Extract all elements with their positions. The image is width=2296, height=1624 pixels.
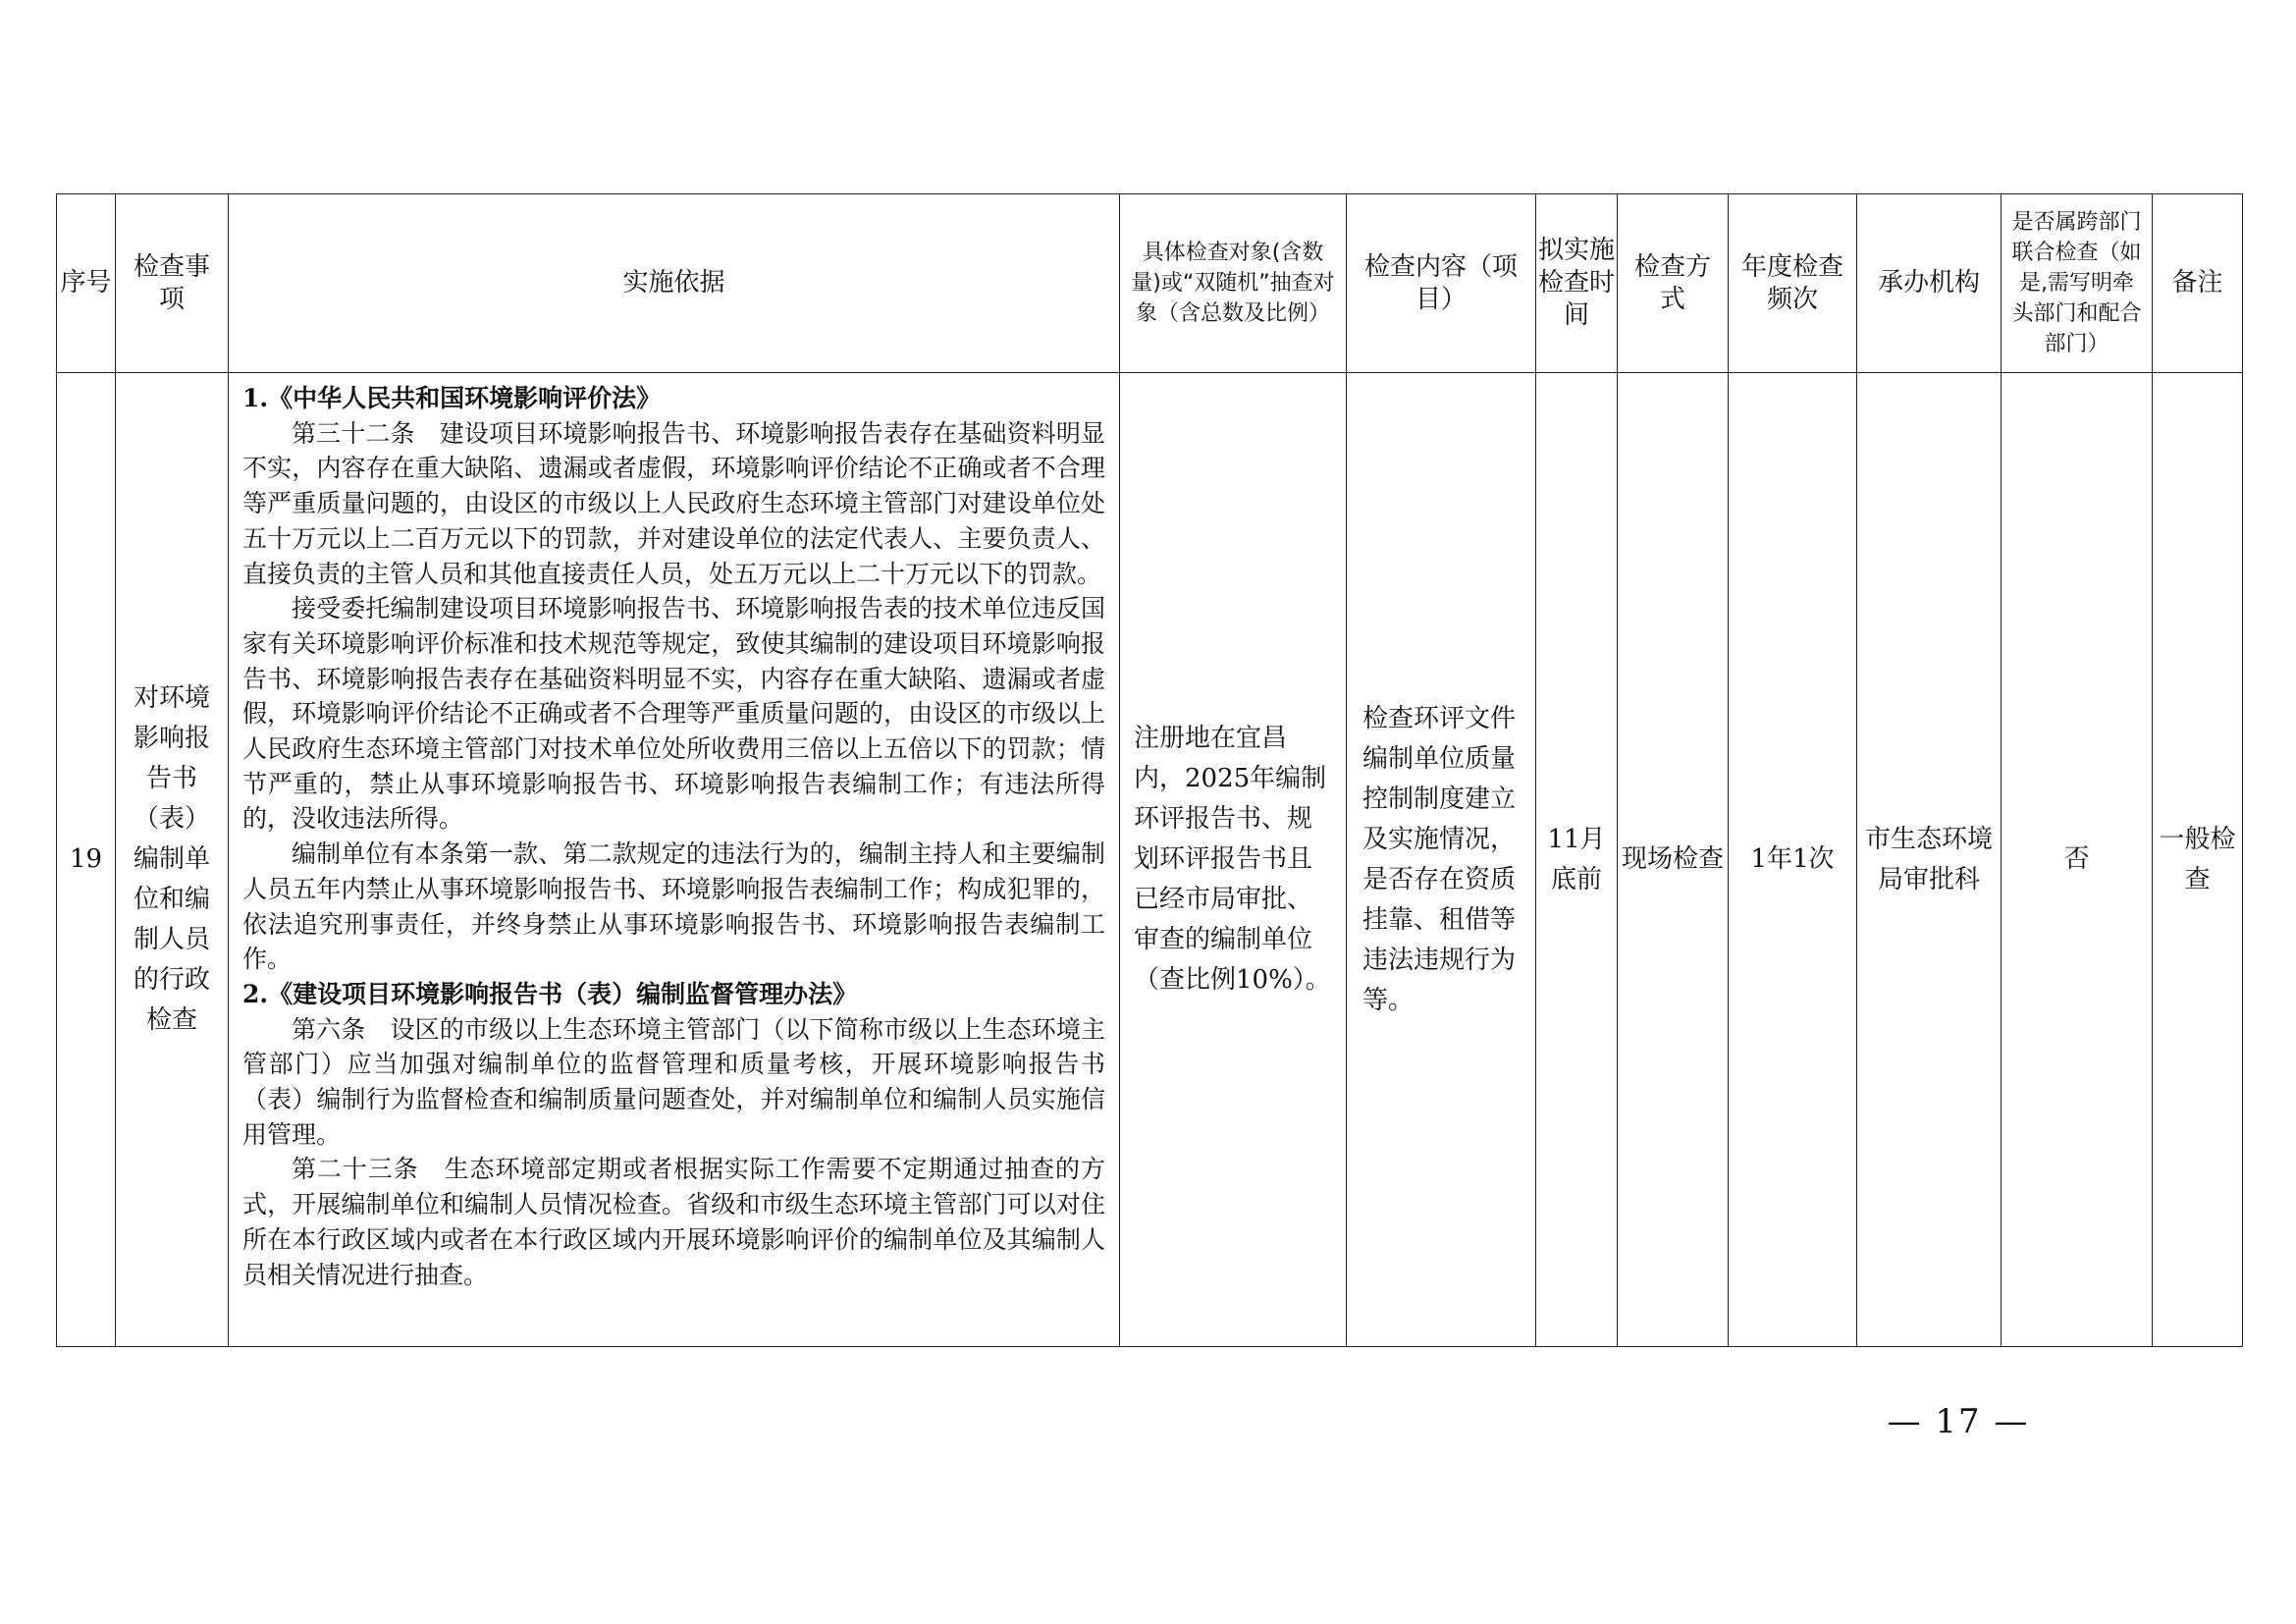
header-content: 检查内容（项目）: [1347, 194, 1536, 373]
cell-object: 注册地在宜昌内，2025年编制环评报告书、规划环评报告书且已经市局审批、审查的编制单位（查比例10%）。: [1120, 373, 1347, 1347]
header-remark: 备注: [2153, 194, 2243, 373]
header-object: 具体检查对象(含数量)或“双随机”抽查对象（含总数及比例）: [1120, 194, 1347, 373]
cell-basis: [229, 373, 1120, 1347]
basis-law-1: [242, 381, 1105, 977]
basis-law-title: 1.《中华人民共和国环境影响评价法》: [242, 384, 662, 412]
cell-cross-department: 否: [2002, 373, 2153, 1347]
basis-law-paragraph: 第三十二条 建设项目环境影响报告书、环境影响报告表存在基础资料明显不实，内容存在重大缺陷、遗漏或者虚假，环境影响评价结论不正确或者不合理等严重质量问题的，由设区的市级以上人民政府生态环境主管部门对建设单位处五十万元以上二百万元以下的罚款，并对建设单位的法定代表人、主要负责人、直接负责的主管人员和其他直接责任人员，处五万元以上二十万元以下的罚款。: [242, 418, 1105, 588]
cell-remark: 一般检查: [2153, 373, 2243, 1347]
header-basis: 实施依据: [229, 194, 1120, 373]
cell-time: 11月底前: [1536, 373, 1618, 1347]
cell-content: 检查环评文件编制单位质量控制制度建立及实施情况，是否存在资质挂靠、租借等违法违规行为等。: [1347, 373, 1536, 1347]
basis-law-paragraph: 接受委托编制建设项目环境影响报告书、环境影响报告表的技术单位违反国家有关环境影响评价标准和技术规范等规定，致使其编制的建设项目环境影响报告书、环境影响报告表存在基础资料明显不实，内容存在重大缺陷、遗漏或者虚假，环境影响评价结论不正确或者不合理等严重质量问题的，由设区的市级以上人民政府生态环境主管部门对技术单位处所收费用三倍以上五倍以下的罚款；情节严重的，禁止从事环境影响报告书、环境影响报告表编制工作；有违法所得的，没收违法所得。: [242, 594, 1105, 834]
inspection-plan-table: [56, 193, 2243, 1347]
header-seq: 序号: [57, 194, 116, 373]
header-frequency: 年度检查频次: [1729, 194, 1857, 373]
header-method: 检查方式: [1618, 194, 1729, 373]
header-time: 拟实施检查时间: [1536, 194, 1618, 373]
basis-law-paragraph: 第六条 设区的市级以上生态环境主管部门（以下简称市级以上生态环境主管部门）应当加强对编制单位的监督管理和质量考核，开展环境影响报告书（表）编制行为监督检查和编制质量问题查处，并对编制单位和编制人员实施信用管理。: [242, 1014, 1105, 1149]
header-cross-department: 是否属跨部门联合检查（如是,需写明牵头部门和配合部门）: [2002, 194, 2153, 373]
table-header-row: [57, 194, 2243, 373]
header-item: 检查事项: [116, 194, 229, 373]
header-org: 承办机构: [1857, 194, 2002, 373]
page-number: — 17 —: [1887, 1402, 2030, 1441]
cell-item: 对环境影响报告书（表）编制单位和编制人员的行政检查: [116, 373, 229, 1347]
cell-method: 现场检查: [1618, 373, 1729, 1347]
basis-law-title: 2.《建设项目环境影响报告书（表）编制监督管理办法》: [242, 979, 858, 1008]
basis-law-paragraph: 第二十三条 生态环境部定期或者根据实际工作需要不定期通过抽查的方式，开展编制单位和编制人员情况检查。省级和市级生态环境主管部门可以对住所在本行政区域内或者在本行政区域内开展环境影响评价的编制单位及其编制人员相关情况进行抽查。: [242, 1155, 1105, 1289]
cell-seq: 19: [57, 373, 116, 1347]
cell-org: 市生态环境局审批科: [1857, 373, 2002, 1347]
cell-frequency: 1年1次: [1729, 373, 1857, 1347]
basis-law-2: [242, 977, 1105, 1292]
basis-law-paragraph: 编制单位有本条第一款、第二款规定的违法行为的，编制主持人和主要编制人员五年内禁止从事环境影响报告书、环境影响报告表编制工作；构成犯罪的，依法追究刑事责任，并终身禁止从事环境影响报告书、环境影响报告表编制工作。: [242, 839, 1105, 974]
table-row: [57, 373, 2243, 1347]
